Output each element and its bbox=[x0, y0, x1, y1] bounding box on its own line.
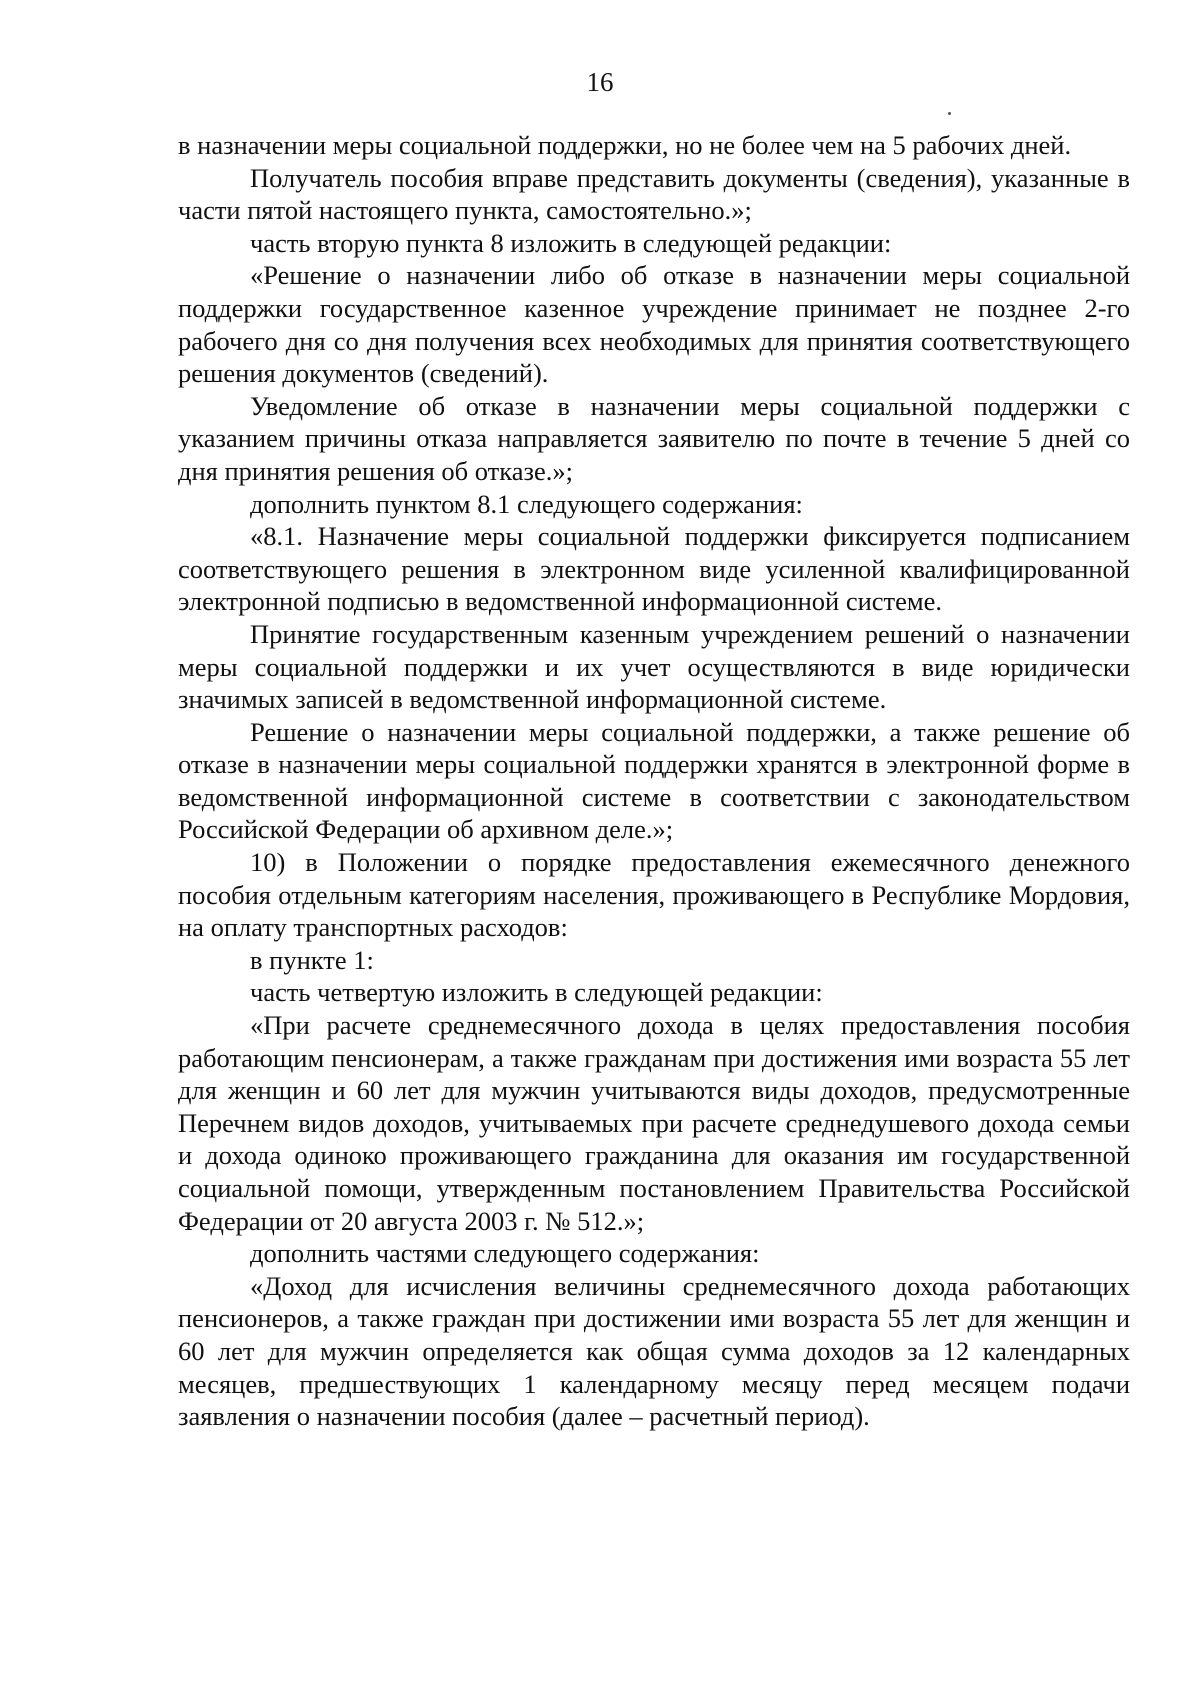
paragraph: дополнить частями следующего содержания: bbox=[250, 1238, 760, 1269]
paragraph: «Решение о назначении либо об отказе в назначении меры социальной поддержки государственное казенное учреждение принимает не позднее 2-го рабочего дня со дня получения всех необходимых для принятия соответствующего решения документов (сведений). bbox=[178, 260, 1130, 389]
page-number: 16 bbox=[586, 67, 614, 97]
paragraph: «8.1. Назначение меры социальной поддержки фиксируется подписанием соответствующего решения в электронном виде усиленной квалифицированной электронной подписью в ведомственной информационной системе. bbox=[178, 521, 1130, 617]
scan-speck bbox=[948, 112, 951, 115]
paragraph: «При расчете среднемесячного дохода в целях предоставления пособия работающим пенсионерам, а также гражданам при достижения ими возраста 55 лет для женщин и 60 лет для мужчин учитываются виды доходов, предусмотренные Перечнем видов доходов, учитываемых при расчете среднедушевого дохода семьи и дохода одиноко проживающего гражданина для оказания им государственной социальной помощи, утвержденным постановлением Правительства Российской Федерации от 20 августа 2003 г. № 512.»; bbox=[178, 1010, 1130, 1236]
paragraph: дополнить пунктом 8.1 следующего содержания: bbox=[250, 488, 803, 519]
paragraph: часть четвертую изложить в следующей редакции: bbox=[250, 977, 823, 1008]
paragraph: в пункте 1: bbox=[250, 944, 374, 975]
paragraph: в назначении меры социальной поддержки, но не более чем на 5 рабочих дней. bbox=[178, 130, 1072, 160]
paragraph: Принятие государственным казенным учреждением решений о назначении меры социальной поддержки и их учет осуществляются в виде юридически значимых записей в ведомственной информационной системе. bbox=[178, 618, 1130, 715]
document-body bbox=[178, 129, 1130, 1433]
paragraph: Получатель пособия вправе представить документы (сведения), указанные в части пятой настоящего пункта, самостоятельно.»; bbox=[178, 162, 1130, 226]
paragraph: 10) в Положении о порядке предоставления ежемесячного денежного пособия отдельным категориям населения, проживающего в Республике Мордовия, на оплату транспортных расходов: bbox=[178, 847, 1130, 943]
paragraph: Решение о назначении меры социальной поддержки, а также решение об отказе в назначении меры социальной поддержки хранятся в электронной форме в ведомственной информационной системе в соответствии с законодательством Российской Федерации об архивном деле.»; bbox=[178, 716, 1130, 845]
paragraph: «Доход для исчисления величины среднемесячного дохода работающих пенсионеров, а также граждан при достижении ими возраста 55 лет для женщин и 60 лет для мужчин определяется как общая сумма доходов за 12 календарных месяцев, предшествующих 1 календарному месяцу перед месяцем подачи заявления о назначении пособия (далее – расчетный период). bbox=[178, 1270, 1130, 1432]
paragraph: часть вторую пункта 8 изложить в следующей редакции: bbox=[250, 227, 892, 258]
paragraph: Уведомление об отказе в назначении меры социальной поддержки с указанием причины отказа направляется заявителю по почте в течение 5 дней со дня принятия решения об отказе.»; bbox=[178, 390, 1130, 486]
